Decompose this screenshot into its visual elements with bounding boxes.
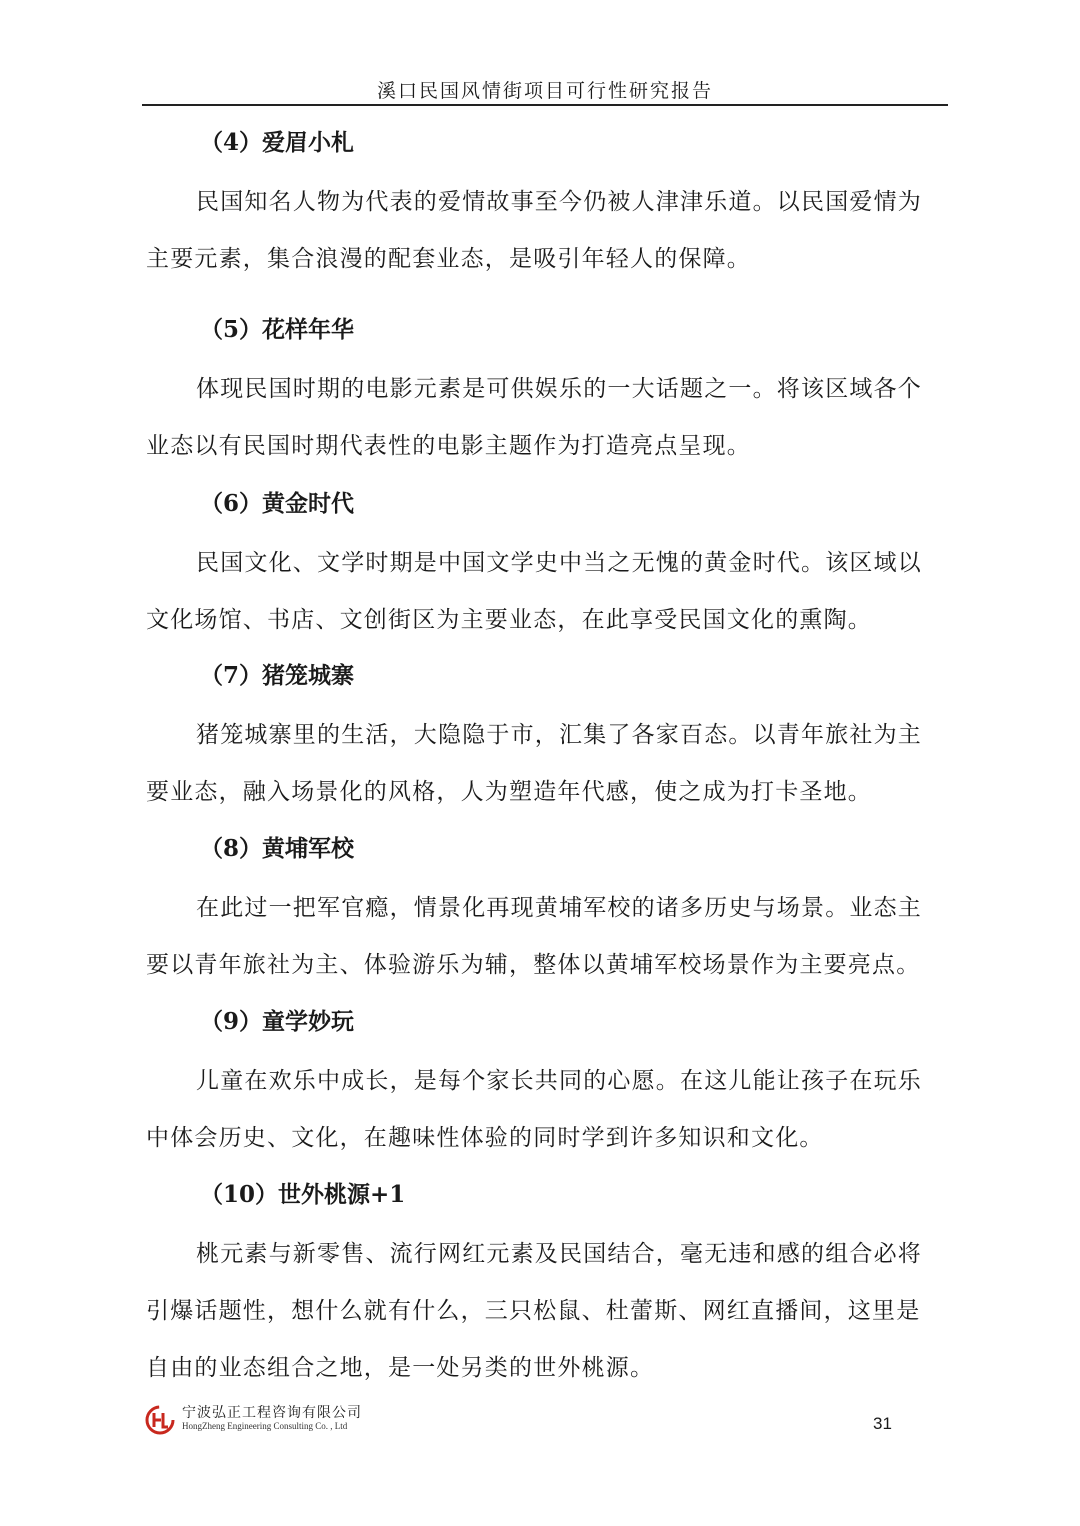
paragraph-line: 业态以有民国时期代表性的电影主题作为打造亮点呈现。 [146,433,751,459]
paragraph-line: 桃元素与新零售、流行网红元素及民国结合，毫无违和感的组合必将 [196,1241,922,1267]
section-title: （10）世外桃源+1 [200,1181,406,1208]
section-title: （4）爱眉小札 [200,129,355,156]
paragraph-line: 引爆话题性，想什么就有什么，三只松鼠、杜蕾斯、网红直播间，这里是 [146,1298,921,1324]
paragraph-line: 儿童在欢乐中成长，是每个家长共同的心愿。在这儿能让孩子在玩乐 [196,1068,922,1094]
section-title: （8）黄埔军校 [200,835,355,862]
section-title: （7）猪笼城寨 [200,662,355,689]
page-header-title: 溪口民国风情街项目可行性研究报告 [376,80,713,102]
paragraph-line: 自由的业态组合之地，是一处另类的世外桃源。 [146,1355,655,1381]
company-name-cn: 宁波弘正工程咨询有限公司 [182,1405,362,1421]
page-number: 31 [873,1414,892,1433]
paragraph-line: 在此过一把军官瘾，情景化再现黄埔军校的诸多历史与场景。业态主 [196,895,922,921]
section-title: （9）童学妙玩 [200,1008,355,1035]
paragraph-line: 文化场馆、书店、文创街区为主要业态，在此享受民国文化的熏陶。 [146,607,872,633]
company-name-en: HongZheng Engineering Consulting Co. , Ltd [182,1421,348,1431]
paragraph-line: 要以青年旅社为主、体验游乐为辅，整体以黄埔军校场景作为主要亮点。 [146,952,921,978]
paragraph-line: 主要元素，集合浪漫的配套业态，是吸引年轻人的保障。 [146,246,751,272]
section-title: （6）黄金时代 [200,490,355,517]
section-title: （5）花样年华 [200,316,355,343]
paragraph-line: 民国知名人物为代表的爱情故事至今仍被人津津乐道。以民国爱情为 [196,189,922,215]
paragraph-line: 中体会历史、文化，在趣味性体验的同时学到许多知识和文化。 [146,1125,824,1151]
paragraph-line: 体现民国时期的电影元素是可供娱乐的一大话题之一。将该区域各个 [196,376,922,402]
paragraph-line: 要业态，融入场景化的风格，人为塑造年代感，使之成为打卡圣地。 [146,779,872,805]
paragraph-line: 民国文化、文学时期是中国文学史中当之无愧的黄金时代。该区域以 [196,550,922,576]
company-logo-icon [145,1405,175,1435]
header-divider [142,104,948,106]
paragraph-line: 猪笼城寨里的生活，大隐隐于市，汇集了各家百态。以青年旅社为主 [196,722,922,748]
